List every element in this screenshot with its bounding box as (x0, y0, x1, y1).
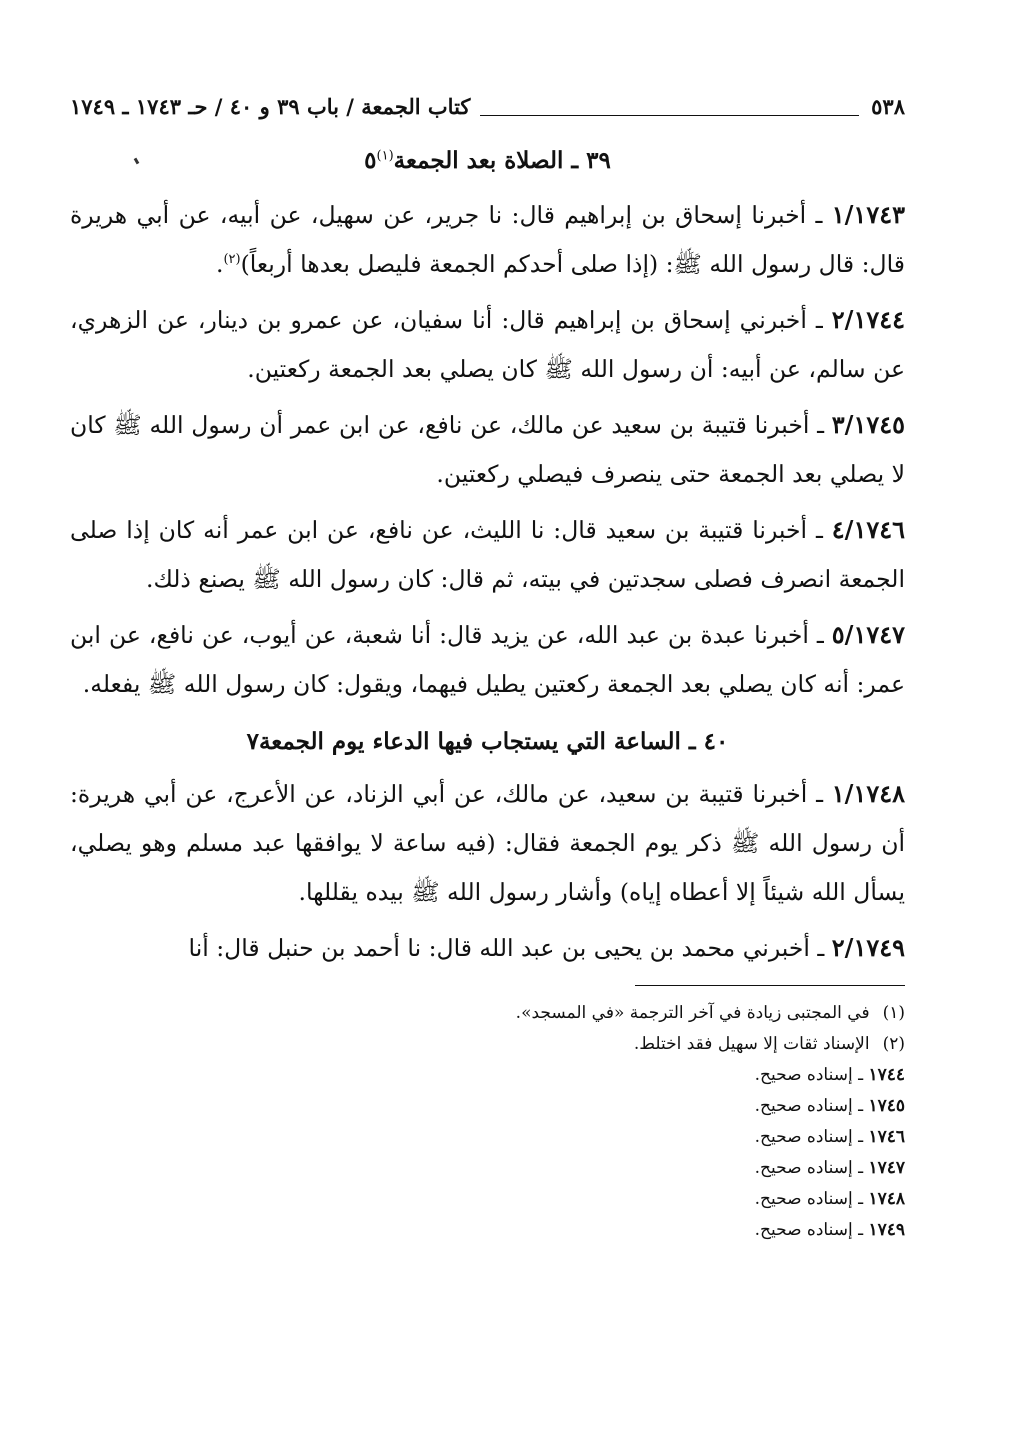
grading-number: ١٧٤٤ (868, 1065, 905, 1085)
hadith-number: ٣/١٧٤٥ (831, 410, 905, 439)
hadith-paragraph (70, 769, 905, 917)
grading-text: ـ إسناده صحيح. (754, 1189, 864, 1209)
footnotes-section (70, 998, 905, 1246)
book-page (70, 88, 905, 1246)
chapter-39-title (70, 144, 905, 178)
chapter-40-title (70, 725, 905, 759)
grading-number: ١٧٤٧ (868, 1158, 905, 1178)
grading-text: ـ إسناده صحيح. (754, 1127, 864, 1147)
page-number: ٥٣٨ (871, 94, 905, 119)
hadith-paragraph (70, 190, 905, 289)
hadith-number: ٤/١٧٤٦ (831, 515, 905, 544)
footnote-mark: (١) (882, 1003, 905, 1023)
grading-note (70, 1153, 905, 1184)
hadith-number: ٢/١٧٤٩ (831, 933, 905, 962)
hadith-paragraph (70, 400, 905, 499)
hadith-text: ـ أخبرنا قتيبة بن سعيد قال: نا الليث، عن نافع، عن ابن عمر أنه كان إذا صلى الجمعة انصرف فصلى سجدتين في بيته، ثم قال: كان رسول الله ﷺ يصنع ذلك. (70, 516, 905, 593)
footnote-ref: (٢) (223, 252, 241, 268)
grading-text: ـ إسناده صحيح. (754, 1158, 864, 1178)
chapter-title-text: ٣٩ ـ الصلاة بعد الجمعة (393, 147, 611, 174)
hadith-text: ـ أخبرني إسحاق بن إبراهيم قال: أنا سفيان، عن عمرو بن دينار، عن الزهري، عن سالم، عن أبيه: أن رسول الله ﷺ كان يصلي بعد الجمعة ركعتين. (70, 306, 905, 383)
hadith-paragraph (70, 295, 905, 394)
footnote-text: في المجتبى زيادة في آخر الترجمة «في المسجد». (515, 1003, 870, 1023)
chapter-title-text: ٤٠ ـ الساعة التي يستجاب فيها الدعاء يوم الجمعة (258, 728, 729, 755)
hadith-text: ـ أخبرنا عبدة بن عبد الله، عن يزيد قال: أنا شعبة، عن أيوب، عن نافع، عن ابن عمر: أنه كان يصلي بعد الجمعة ركعتين يطيل فيهما، ويقول: كان رسول الله ﷺ يفعله. (70, 621, 905, 698)
footnote-separator (635, 985, 905, 986)
grading-text: ـ إسناده صحيح. (754, 1096, 864, 1116)
grading-number: ١٧٤٨ (868, 1189, 905, 1209)
hadith-paragraph (70, 923, 905, 973)
footnote-text: الإسناد ثقات إلا سهيل فقد اختلط. (633, 1034, 870, 1054)
grading-note (70, 1215, 905, 1246)
grading-number: ١٧٤٥ (868, 1096, 905, 1116)
grading-number: ١٧٤٦ (868, 1127, 905, 1147)
hadith-number: ١/١٧٤٣ (831, 200, 905, 229)
hadith-number: ١/١٧٤٨ (831, 779, 905, 808)
hadith-number: ٥/١٧٤٧ (831, 620, 905, 649)
hadith-paragraph (70, 505, 905, 604)
footnote-ref: (١) (376, 148, 394, 164)
chapter-suffix: ٥ (364, 147, 377, 174)
hadith-number: ٢/١٧٤٤ (831, 305, 905, 334)
grading-note (70, 1060, 905, 1091)
hadith-text: ـ أخبرنا قتيبة بن سعيد، عن مالك، عن أبي الزناد، عن الأعرج، عن أبي هريرة: أن رسول الله ﷺ ذكر يوم الجمعة فقال: (فيه ساعة لا يوافقها عبد مسلم وهو يصلي، يسأل الله شيئاً إلا أعطاه إياه) وأشار رسول الله ﷺ بيده يقللها. (70, 780, 905, 906)
hadith-text: ـ أخبرنا إسحاق بن إبراهيم قال: نا جرير، عن سهيل، عن أبيه، عن أبي هريرة قال: قال رسول الله ﷺ: (إذا صلى أحدكم الجمعة فليصل بعدها أربعاً) (70, 201, 905, 278)
grading-note (70, 1184, 905, 1215)
hadith-end: . (215, 250, 224, 278)
hadith-text: ـ أخبرني محمد بن يحيى بن عبد الله قال: نا أحمد بن حنبل قال: أنا (188, 934, 825, 962)
grading-note (70, 1091, 905, 1122)
footnote-mark: (٢) (882, 1034, 905, 1054)
grading-number: ١٧٤٩ (868, 1220, 905, 1240)
hadith-paragraph (70, 610, 905, 709)
hadith-text: ـ أخبرنا قتيبة بن سعيد عن مالك، عن نافع، عن ابن عمر أن رسول الله ﷺ كان لا يصلي بعد الجمعة حتى ينصرف فيصلي ركعتين. (70, 411, 905, 488)
grading-note (70, 1122, 905, 1153)
footnote (70, 1029, 905, 1060)
running-header (70, 88, 905, 122)
grading-text: ـ إسناده صحيح. (754, 1065, 864, 1085)
footnote (70, 998, 905, 1029)
grading-text: ـ إسناده صحيح. (754, 1220, 864, 1240)
header-rule (480, 115, 859, 116)
chapter-suffix: ٧ (246, 728, 259, 755)
running-title: كتاب الجمعة / باب ٣٩ و ٤٠ / حـ ١٧٤٣ ـ ١٧٤٩ (70, 94, 471, 119)
